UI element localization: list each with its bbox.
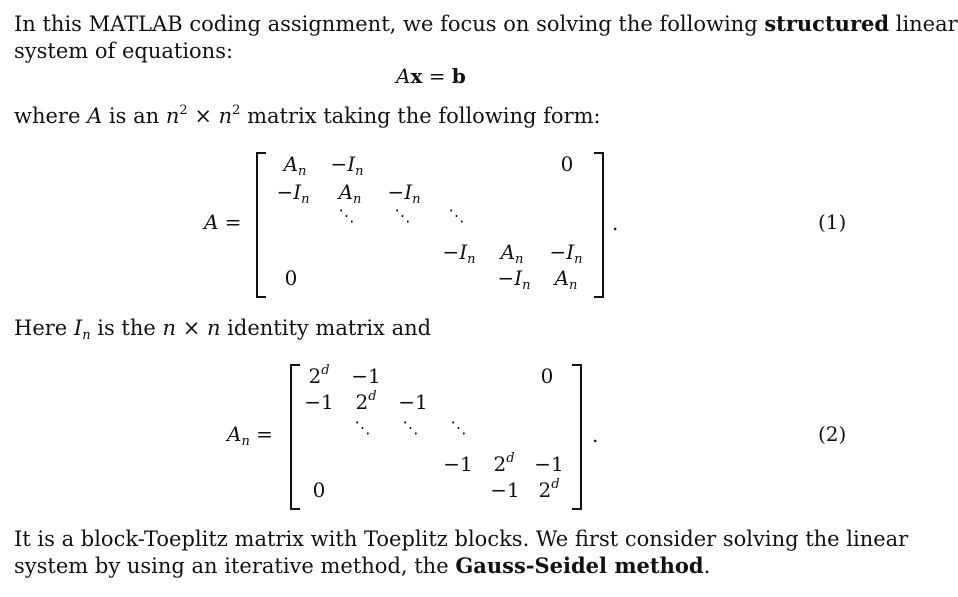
- matrix-A-cell: $A_n$: [283, 152, 307, 179]
- matrix-An-cell: −1: [351, 364, 381, 388]
- matrix-An-cell: 0: [312, 478, 326, 502]
- intro-line-1: [14, 11, 958, 37]
- matrix-An-cell: 2$^d$: [355, 389, 377, 414]
- matrix-A-right-bracket: [594, 152, 604, 298]
- matrix-A-cell: $-I_n$: [330, 152, 364, 179]
- matrix-An-cell: −1: [490, 478, 520, 502]
- here-line: Here $I_n$ is the n × n identity matrix and: [14, 316, 432, 343]
- matrix-A-cell: $A_n$: [554, 266, 578, 293]
- matrix-An-cell: 2$^d$: [538, 477, 560, 502]
- matrix-An-cell: 2$^d$: [308, 363, 330, 388]
- matrix-An-cell: 2$^d$: [493, 451, 515, 476]
- matrix-An-cell: −1: [443, 452, 473, 476]
- matrix-A-cell: $-I_n$: [442, 240, 476, 267]
- matrix-An-ddots: ⋱: [354, 418, 374, 437]
- matrix-An-cell: −1: [398, 390, 428, 414]
- matrix-A-cell: $-I_n$: [276, 180, 310, 207]
- matrix-An-right-bracket: [572, 364, 582, 510]
- matrix-A-cell: $-I_n$: [497, 266, 531, 293]
- main-equation: Ax = b: [396, 64, 466, 88]
- matrix-A-left-bracket: [256, 152, 266, 298]
- equation-number-1: (1): [818, 210, 847, 234]
- where-line: where A is an $n^2 \times n^2$ matrix taking the following form:: [14, 103, 601, 128]
- matrix-An-cell: −1: [304, 390, 334, 414]
- matrix-A-period: .: [612, 211, 619, 235]
- closing-line-2: system by using an iterative method, the Gauss-Seidel method.: [14, 553, 711, 578]
- matrix-A-ddots: ⋱: [394, 206, 414, 225]
- matrix-A-cell: $A_n$: [500, 240, 524, 267]
- intro-line-2: system of equations:: [14, 39, 234, 63]
- matrix-An-ddots: ⋱: [402, 418, 422, 437]
- bold-gauss-seidel: Gauss-Seidel method: [455, 553, 704, 578]
- matrix-A-cell: 0: [560, 152, 574, 176]
- matrix-A-ddots: ⋱: [338, 206, 358, 225]
- matrix-An-period: .: [592, 423, 599, 447]
- intro-text-end: linear: [889, 12, 958, 36]
- matrix-A-cell: $A_n$: [338, 180, 362, 207]
- matrix-A-cell: $-I_n$: [549, 240, 583, 267]
- closing-line-1: It is a block-Toeplitz matrix with Toeplitz blocks. We first consider solving the linear: [14, 527, 909, 551]
- matrix-A-ddots: ⋱: [448, 206, 468, 225]
- matrix-A-cell: 0: [284, 266, 298, 290]
- equation-number-2: (2): [818, 422, 847, 446]
- matrix-An-ddots: ⋱: [450, 418, 470, 437]
- matrix-An-cell: 0: [540, 364, 554, 388]
- matrix-A-lhs: A =: [204, 210, 242, 234]
- matrix-A-cell: $-I_n$: [387, 180, 421, 207]
- matrix-An-left-bracket: [290, 364, 300, 510]
- bold-structured: structured: [764, 11, 890, 36]
- matrix-An-lhs: $A_n$ =: [227, 422, 273, 449]
- intro-text: In this MATLAB coding assignment, we focus on solving the following: [14, 12, 765, 36]
- matrix-An-cell: −1: [534, 452, 564, 476]
